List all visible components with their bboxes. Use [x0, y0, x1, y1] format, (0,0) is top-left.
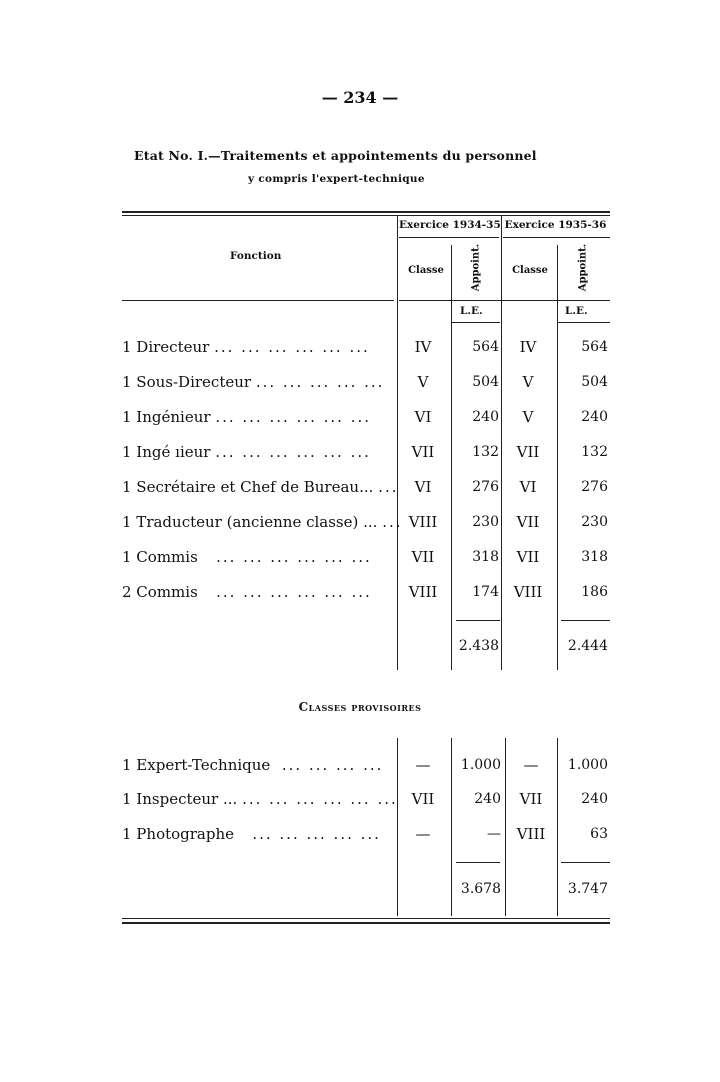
table-subtitle: y compris l'expert-technique [248, 173, 425, 185]
row-label: 1 Sous-Directeur ... ... ... ... ... [122, 373, 385, 391]
subtotal-rule-1934 [456, 620, 500, 621]
row-label: 1 Ingé ıieur ... ... ... ... ... ... [122, 443, 371, 461]
row-amount-1935: 318 [581, 549, 608, 565]
header-exercice-1935: Exercice 1935-36 [504, 219, 607, 231]
row-label: 1 Commis ... ... ... ... ... ... [122, 548, 372, 566]
row-class-1934: VIII [408, 513, 438, 531]
row-class-1934: V [417, 373, 429, 391]
row-class-1934: VI [414, 478, 432, 496]
top-rule-1 [122, 211, 610, 213]
subtotal-rule-1935 [561, 620, 610, 621]
subtotal-1934: 2.438 [458, 638, 499, 654]
prov-amount-1935: 240 [581, 791, 608, 807]
row-label: 1 Secrétaire et Chef de Bureau... ... [122, 478, 399, 496]
row-class-1935: V [522, 373, 534, 391]
bottom-rule-2 [122, 922, 610, 924]
currency-underline-2 [558, 322, 610, 323]
prov-class-1935: VII [519, 790, 543, 808]
prov-amount-1935: 63 [590, 826, 608, 842]
total-rule-1935 [561, 862, 610, 863]
row-amount-1935: 276 [581, 479, 608, 495]
row-amount-1935: 504 [581, 374, 608, 390]
row-class-1935: VI [519, 478, 537, 496]
row-amount-1934: 174 [472, 584, 499, 600]
row-label: 1 Ingénieur ... ... ... ... ... ... [122, 408, 371, 426]
row-amount-1934: 504 [472, 374, 499, 390]
prov-class-1935: VIII [516, 825, 546, 843]
prov-amount-1934: 1.000 [460, 757, 501, 773]
row-amount-1935: 564 [581, 339, 608, 355]
row-label: 1 Directeur ... ... ... ... ... ... [122, 338, 370, 356]
header-classe-1935: Classe [512, 265, 548, 276]
subtotal-1935: 2.444 [567, 638, 608, 654]
top-rule-2 [122, 215, 610, 216]
exercice-underline-1 [399, 237, 499, 238]
prov-amount-1934: 240 [474, 791, 501, 807]
prov-amount-1935: 1.000 [567, 757, 608, 773]
prov-row-label: 1 Inspecteur ... ... ... ... ... ... ... [122, 790, 398, 808]
prov-amount-1934: — [487, 826, 501, 842]
prov-class-1935: — [523, 756, 539, 774]
prov-class-1934: VII [411, 790, 435, 808]
vline-exercice-divider [501, 215, 502, 670]
exercice-underline-2 [503, 237, 610, 238]
header-exercice-1934: Exercice 1934-35 [399, 219, 501, 231]
table-title: Etat No. I.—Traitements et appointements du personnel [134, 148, 537, 163]
row-amount-1934: 230 [472, 514, 499, 530]
header-rule-values [399, 300, 610, 301]
row-class-1934: VII [411, 443, 435, 461]
row-class-1935: V [522, 408, 534, 426]
row-class-1935: VII [516, 548, 540, 566]
total-1934: 3.678 [460, 881, 501, 897]
prov-class-1934: — [415, 825, 431, 843]
currency-underline-1 [452, 322, 500, 323]
header-fonction: Fonction [230, 250, 282, 262]
row-class-1935: VII [516, 443, 540, 461]
row-class-1934: IV [414, 338, 432, 356]
total-rule-1934 [456, 862, 500, 863]
currency-1934: L.E. [460, 305, 483, 317]
prov-row-label: 1 Photographe ... ... ... ... ... [122, 825, 381, 843]
row-amount-1935: 240 [581, 409, 608, 425]
row-amount-1934: 132 [472, 444, 499, 460]
row-label: 1 Traducteur (ancienne classe) ... ... [122, 513, 403, 531]
section-title: Classes provisoires [298, 700, 422, 714]
header-appoint-1935: Appoint. [577, 243, 589, 292]
prov-row-label: 1 Expert-Technique ... ... ... ... [122, 756, 384, 774]
header-classe-1934: Classe [408, 265, 444, 276]
row-amount-1934: 240 [472, 409, 499, 425]
row-amount-1934: 318 [472, 549, 499, 565]
page-number: — 234 — [321, 88, 399, 107]
row-class-1935: IV [519, 338, 537, 356]
bottom-rule-1 [122, 918, 610, 919]
row-amount-1934: 564 [472, 339, 499, 355]
total-1935: 3.747 [567, 881, 608, 897]
row-amount-1935: 230 [581, 514, 608, 530]
row-amount-1935: 132 [581, 444, 608, 460]
row-class-1935: VII [516, 513, 540, 531]
row-label: 2 Commis ... ... ... ... ... ... [122, 583, 372, 601]
row-class-1934: VII [411, 548, 435, 566]
row-amount-1934: 276 [472, 479, 499, 495]
header-rule-fonction [122, 300, 394, 301]
header-appoint-1934: Appoint. [470, 243, 482, 292]
row-class-1934: VIII [408, 583, 438, 601]
currency-1935: L.E. [565, 305, 588, 317]
prov-class-1934: — [415, 756, 431, 774]
row-amount-1935: 186 [581, 584, 608, 600]
row-class-1935: VIII [513, 583, 543, 601]
row-class-1934: VI [414, 408, 432, 426]
